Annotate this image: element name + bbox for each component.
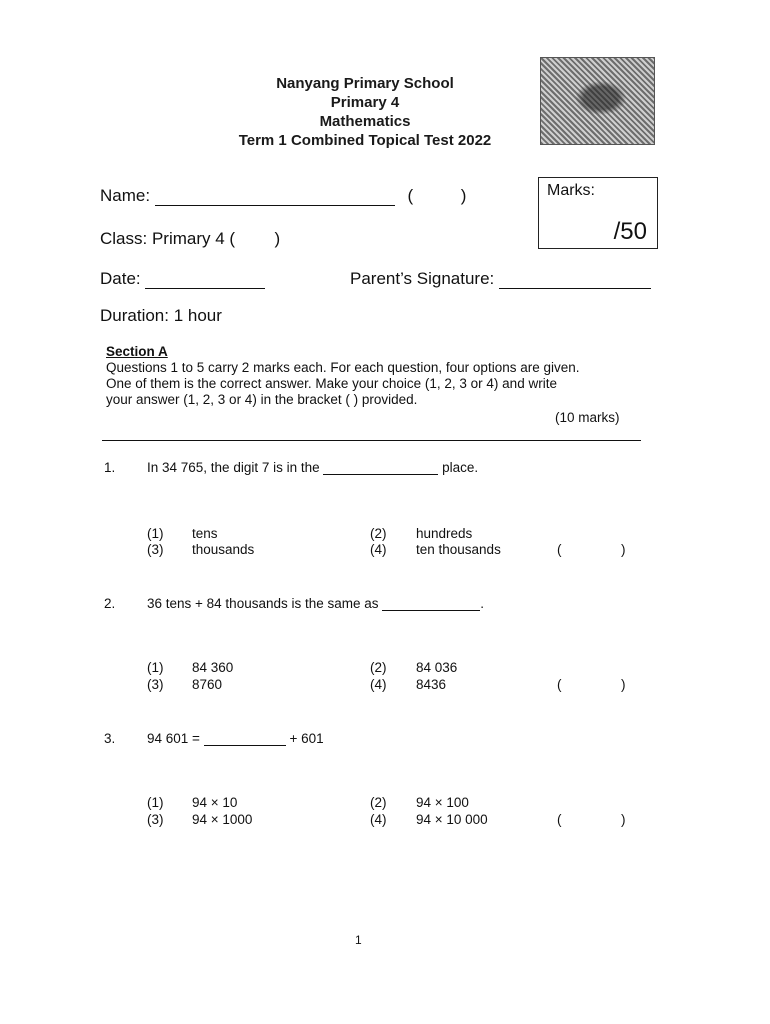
q1-option-1-num[interactable]: (1) (147, 526, 164, 541)
section-a-marks: (10 marks) (555, 410, 620, 425)
class-label: Class: Primary 4 ( (100, 229, 236, 248)
school-crest-image (540, 57, 655, 145)
question-1-stem-end: place. (442, 460, 479, 475)
marks-label: Marks: (547, 182, 595, 199)
section-a-instruction-2: One of them is the correct answer. Make your choice (1, 2, 3 or 4) and write (106, 376, 557, 391)
question-2-stem: 36 tens + 84 thousands is the same as (147, 596, 379, 611)
name-blank[interactable] (155, 189, 395, 206)
class-row (100, 229, 280, 249)
date-blank[interactable] (145, 272, 265, 289)
q1-option-4-num[interactable]: (4) (370, 542, 387, 557)
q1-option-1-text[interactable]: tens (192, 526, 218, 541)
school-name: Nanyang Primary School (276, 75, 454, 92)
q2-option-1-num[interactable]: (1) (147, 660, 164, 675)
q1-answer-bracket-close[interactable]: ) (621, 542, 626, 557)
question-1-blank[interactable] (323, 462, 438, 475)
question-3-number: 3. (104, 731, 116, 746)
q2-option-2-text[interactable]: 84 036 (416, 660, 458, 675)
question-1-stem: In 34 765, the digit 7 is in the (147, 460, 320, 475)
q1-option-4-text[interactable]: ten thousands (416, 542, 501, 557)
parent-signature-label: Parent’s Signature: (350, 269, 495, 288)
q3-option-3-num[interactable]: (3) (147, 812, 164, 827)
q3-option-2-num[interactable]: (2) (370, 795, 387, 810)
question-3-stem-end: + 601 (289, 731, 324, 746)
q3-option-3-text[interactable]: 94 × 1000 (192, 812, 253, 827)
subject-title: Mathematics (319, 113, 411, 130)
q2-answer-bracket-open[interactable]: ( (557, 677, 562, 692)
q2-option-2-num[interactable]: (2) (370, 660, 387, 675)
level-title: Primary 4 (330, 94, 400, 111)
q3-option-1-text[interactable]: 94 × 10 (192, 795, 238, 810)
test-title: Term 1 Combined Topical Test 2022 (238, 132, 492, 149)
date-label: Date: (100, 269, 141, 288)
question-3-stem: 94 601 = (147, 731, 200, 746)
parent-signature-blank[interactable] (499, 272, 651, 289)
duration-text: Duration: 1 hour (100, 306, 222, 325)
question-3-blank[interactable] (204, 733, 286, 746)
q1-option-2-text[interactable]: hundreds (416, 526, 473, 541)
q2-option-4-num[interactable]: (4) (370, 677, 387, 692)
register-paren-close: ) (460, 186, 467, 205)
section-a-instruction-1: Questions 1 to 5 carry 2 marks each. For each question, four options are given. (106, 360, 580, 375)
q1-answer-bracket-open[interactable]: ( (557, 542, 562, 557)
q3-answer-bracket-open[interactable]: ( (557, 812, 562, 827)
question-2-blank[interactable] (382, 598, 480, 611)
section-a-title: Section A (106, 344, 168, 359)
q3-option-4-text[interactable]: 94 × 10 000 (416, 812, 488, 827)
q3-option-2-text[interactable]: 94 × 100 (416, 795, 469, 810)
class-paren-close: ) (274, 229, 281, 248)
q1-option-2-num[interactable]: (2) (370, 526, 387, 541)
marks-total: /50 (613, 218, 647, 245)
question-2-number: 2. (104, 596, 116, 611)
q3-answer-bracket-close[interactable]: ) (621, 812, 626, 827)
name-label: Name: (100, 186, 151, 205)
question-2-stem-end: . (480, 596, 485, 611)
parent-signature-row (350, 269, 651, 289)
date-row (100, 269, 265, 289)
q1-option-3-text[interactable]: thousands (192, 542, 255, 557)
question-1-text (147, 460, 478, 475)
q2-option-3-text[interactable]: 8760 (192, 677, 223, 692)
name-row (100, 186, 466, 206)
marks-box (538, 177, 658, 249)
section-divider (102, 440, 641, 441)
section-a-instruction-3: your answer (1, 2, 3 or 4) in the bracket ( ) provided. (106, 392, 418, 407)
question-3-text (147, 731, 324, 746)
q3-option-4-num[interactable]: (4) (370, 812, 387, 827)
question-2-text (147, 596, 484, 611)
question-1-number: 1. (104, 460, 116, 475)
page-number: 1 (355, 933, 362, 947)
q2-answer-bracket-close[interactable]: ) (621, 677, 626, 692)
q3-option-1-num[interactable]: (1) (147, 795, 164, 810)
q2-option-4-text[interactable]: 8436 (416, 677, 447, 692)
register-paren-open: ( (407, 186, 414, 205)
q2-option-3-num[interactable]: (3) (147, 677, 164, 692)
q1-option-3-num[interactable]: (3) (147, 542, 164, 557)
q2-option-1-text[interactable]: 84 360 (192, 660, 234, 675)
